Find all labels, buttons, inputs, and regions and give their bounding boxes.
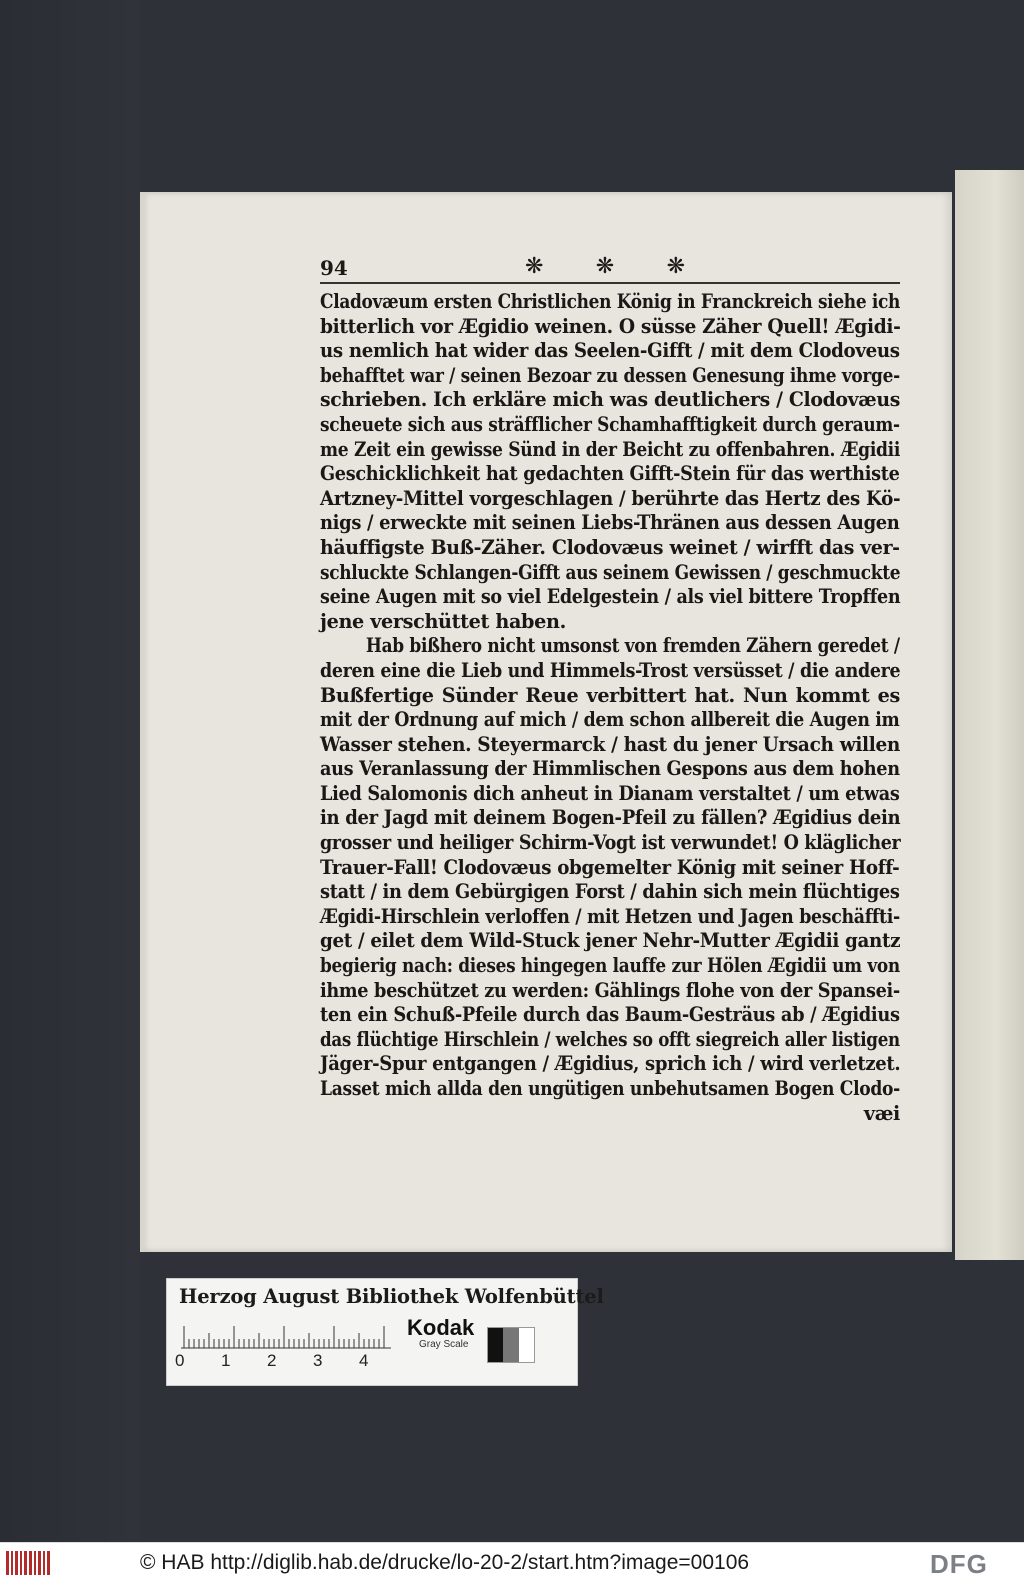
text-line: deren eine die Lieb und Himmels-Trost versüsset / die andere (320, 658, 901, 682)
ruler-scale (181, 1319, 391, 1349)
text-line: schluckte Schlangen-Gifft aus seinem Gewissen / geschmuckte (320, 560, 901, 584)
text-line: me Zeit ein gewisse Sünd in der Beicht zu offenbahren. Ægidii (320, 437, 901, 461)
text-line: in der Jagd mit deinem Bogen-Pfeil zu fällen? Ægidius dein (320, 806, 901, 830)
adjacent-page-edge (955, 170, 1024, 1260)
text-line: häuffigste Buß-Zäher. Clodovæus weinet / wirfft das ver- (320, 535, 900, 559)
text-line: mit der Ordnung auf mich / dem schon allbereit die Augen im (320, 708, 900, 732)
header-ornaments (525, 254, 685, 279)
text-line: Lied Salomonis dich anheut in Dianam verstaltet / um etwas (320, 781, 900, 805)
text-line: scheuete sich aus sträfflicher Schamhafftigkeit durch geraum- (320, 412, 900, 436)
text-line: Ægidi-Hirschlein verloffen / mit Hetzen und Jagen beschäffti- (320, 904, 900, 928)
copyright-url: © HAB http://diglib.hab.de/drucke/lo-20-2/start.htm?image=00106 (140, 1551, 750, 1574)
text-line: Cladovæum ersten Christlichen König in Franckreich siehe ich (320, 290, 901, 313)
text-line: bitterlich vor Ægidio weinen. O süsse Zäher Quell! Ægidi- (320, 314, 901, 338)
text-line: statt / in dem Gebürgigen Forst / dahin sich mein flüchtiges (320, 880, 900, 904)
kodak-logo: Kodak (407, 1315, 475, 1340)
text-line: Jäger-Spur entgangen / Ægidius, sprich ich / wird verletzet. (320, 1052, 901, 1076)
text-line: Trauer-Fall! Clodovæus obgemelter König mit seiner Hoff- (320, 855, 900, 879)
ornament-icon: ❋ (525, 254, 544, 279)
text-line: us nemlich hat wider das Seelen-Gifft / mit dem Clodoveus (320, 339, 900, 363)
text-line: aus Veranlassung der Himmlischen Gespons aus dem hohen (320, 757, 900, 781)
text-line: Hab bißhero nicht umsonst von fremden Zähern geredet / (365, 634, 900, 658)
text-line: schrieben. Ich erkläre mich was deutlichers / Clodovæus (320, 388, 900, 412)
ornament-icon: ❋ (666, 254, 685, 279)
library-scale-card (166, 1278, 604, 1386)
library-name: Herzog August Bibliothek Wolfenbüttel (179, 1285, 604, 1308)
text-line: Artzney-Mittel vorgeschlagen / berührte das Hertz des Kö- (320, 486, 901, 510)
catchword: væi (863, 1101, 900, 1125)
page-number: 94 (320, 256, 348, 280)
ruler-number: 3 (313, 1351, 323, 1370)
text-line: behafftet war / seinen Bezoar zu dessen Genesung ihme vorge- (320, 363, 900, 387)
ornament-icon: ❋ (595, 254, 615, 279)
text-line: ihme beschützet zu werden: Gählings flohe von der Spansei- (320, 978, 900, 1002)
text-line: Bußfertige Sünder Reue verbittert hat. Nun kommt es (320, 683, 900, 707)
body-text (320, 290, 900, 1126)
running-header (320, 252, 900, 284)
dfg-logo: DFG (930, 1549, 988, 1579)
text-line: jene verschüttet haben. (320, 609, 566, 633)
footer-bar (0, 1542, 1024, 1583)
ruler-number: 4 (359, 1351, 369, 1370)
text-line: Lasset mich allda den ungütigen unbehutsamen Bogen Clodo- (320, 1077, 900, 1100)
gray-scale-label: Gray Scale (419, 1339, 469, 1350)
text-line: nigs / erweckte mit seinen Liebs-Thränen aus dessen Augen (320, 511, 900, 535)
text-line: Geschicklichkeit hat gedachten Gifft-Stein für das werthiste (320, 462, 900, 486)
text-line: get / eilet dem Wild-Stuck jener Nehr-Mutter Ægidii gantz (320, 929, 901, 953)
text-line: grosser und heiliger Schirm-Vogt ist verwundet! O kläglicher (320, 831, 901, 855)
text-line: ten ein Schuß-Pfeile durch das Baum-Gesträus ab / Ægidius (320, 1003, 900, 1027)
book-page (140, 192, 952, 1252)
page-text-block (320, 252, 900, 1126)
ruler-numbers (175, 1351, 405, 1371)
ruler-number: 1 (221, 1351, 231, 1370)
text-line: das flüchtige Hirschlein / welches so offt siegreich aller listigen (320, 1027, 900, 1051)
text-line: begierig nach: dieses hingegen lauffe zur Hölen Ægidii um von (320, 954, 900, 978)
text-line: seine Augen mit so viel Edelgestein / als viel bittere Tropffen (320, 585, 901, 609)
ruler-number: 2 (267, 1351, 277, 1370)
gray-scale-swatch (487, 1327, 535, 1363)
text-line: Wasser stehen. Steyermarck / hast du jener Ursach willen (320, 732, 901, 756)
ruler-number: 0 (175, 1351, 185, 1370)
hab-barcode-logo-icon (6, 1551, 50, 1575)
scan-background (0, 0, 140, 1542)
